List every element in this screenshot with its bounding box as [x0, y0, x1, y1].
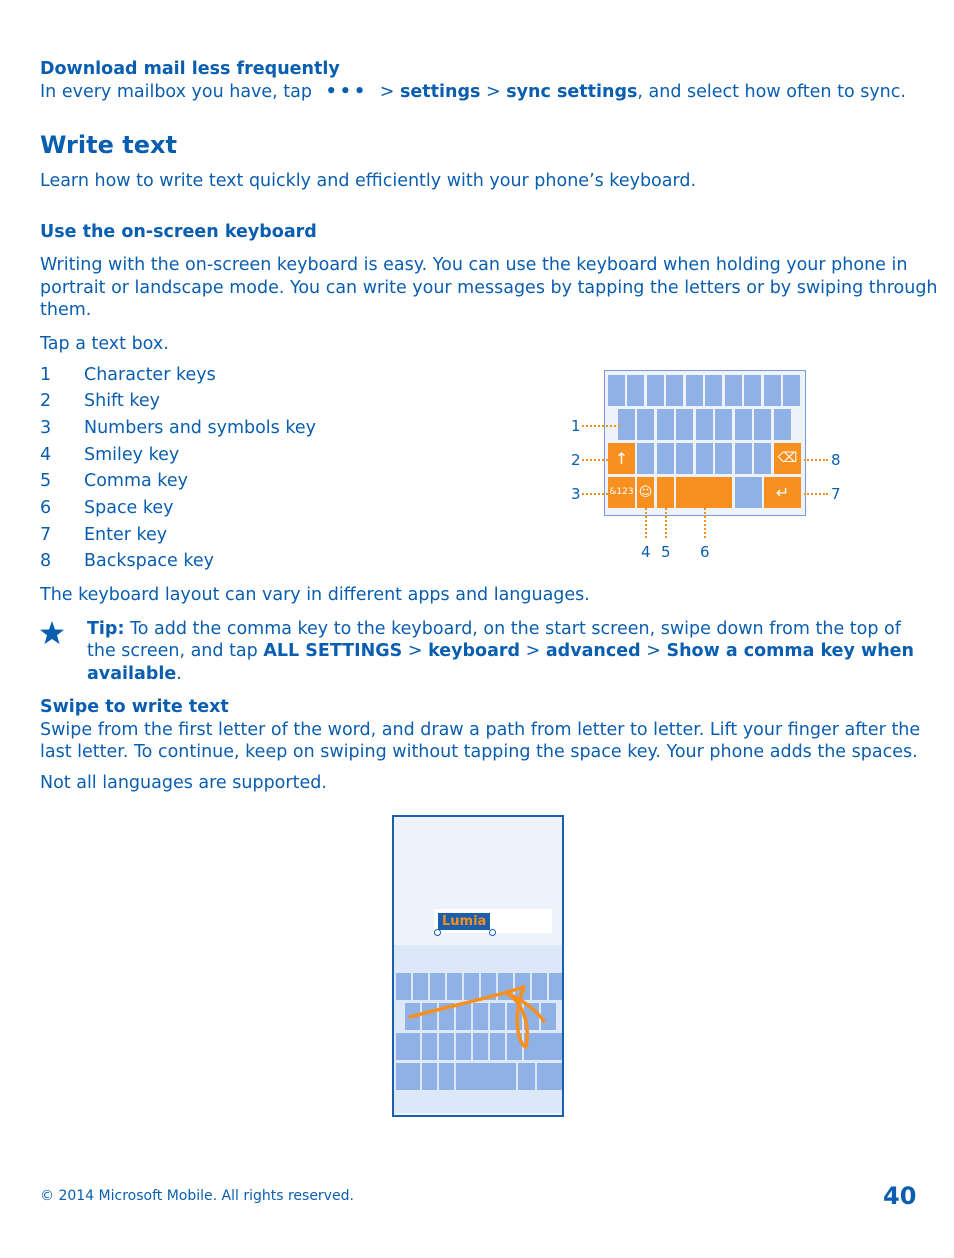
character-key — [637, 409, 654, 440]
item-number: 5 — [40, 471, 52, 491]
page-title: Write text — [40, 131, 177, 159]
layout-note: The keyboard layout can vary in different apps and languages. — [40, 585, 590, 605]
character-key — [735, 443, 752, 474]
callout-line — [704, 508, 706, 538]
sync-settings-link: sync settings — [506, 82, 638, 102]
character-key — [764, 375, 781, 406]
separator: > — [379, 82, 395, 102]
callout-8: 8 — [831, 451, 841, 469]
list-item — [40, 444, 360, 468]
character-key — [686, 375, 703, 406]
character-key — [715, 443, 732, 474]
item-label: Shift key — [84, 391, 160, 411]
callout-7: 7 — [831, 485, 841, 503]
enter-key: ↵ — [764, 477, 801, 508]
character-key — [754, 409, 771, 440]
item-label: Backspace key — [84, 551, 215, 571]
character-key — [647, 375, 664, 406]
character-key — [696, 409, 713, 440]
character-key — [735, 477, 762, 508]
character-key — [657, 409, 674, 440]
character-key — [676, 409, 693, 440]
onscreen-keyboard-heading: Use the on-screen keyboard — [40, 222, 317, 242]
advanced-link: advanced — [545, 641, 641, 661]
callout-line — [582, 425, 620, 427]
selected-word: Lumia — [438, 913, 490, 930]
tip-line — [87, 618, 901, 641]
item-number: 1 — [40, 365, 52, 385]
item-number: 7 — [40, 525, 52, 545]
item-label: Space key — [84, 498, 174, 518]
list-item — [40, 470, 360, 494]
list-item — [40, 497, 360, 521]
tip-text: . — [176, 664, 182, 684]
separator: > — [646, 641, 661, 661]
keyboard-diagram — [604, 370, 806, 516]
star-icon — [39, 620, 65, 645]
show-comma-key-link: available — [87, 664, 177, 684]
item-label: Numbers and symbols key — [84, 418, 316, 438]
settings-link: settings — [399, 82, 481, 102]
intro-text: Learn how to write text quickly and efficiently with your phone’s keyboard. — [40, 171, 697, 191]
swipe-heading: Swipe to write text — [40, 697, 229, 717]
character-key — [774, 409, 791, 440]
character-key — [676, 443, 693, 474]
character-key — [637, 443, 654, 474]
onscreen-para-line: them. — [40, 300, 92, 320]
tip-label: Tip: — [87, 619, 125, 639]
smiley-key: ☺ — [637, 477, 654, 508]
callout-4: 4 — [641, 543, 651, 561]
instruction-text-after: , and select how often to sync. — [637, 82, 906, 102]
download-mail-instruction — [40, 81, 906, 104]
character-key — [744, 375, 761, 406]
show-comma-key-link: Show a comma key when — [666, 641, 914, 661]
numbers-symbols-key: &123 — [608, 477, 635, 508]
item-number: 3 — [40, 418, 52, 438]
item-label: Character keys — [84, 365, 216, 385]
phone-illustration — [392, 815, 564, 1117]
callout-5: 5 — [661, 543, 671, 561]
tap-text-box: Tap a text box. — [40, 334, 169, 354]
instruction-text-before: In every mailbox you have, tap — [40, 82, 312, 102]
character-key — [657, 443, 674, 474]
key-list — [40, 364, 360, 579]
callout-line — [804, 459, 828, 461]
callout-line — [665, 508, 667, 538]
download-mail-heading: Download mail less frequently — [40, 59, 340, 79]
keyboard-link: keyboard — [428, 641, 521, 661]
copyright: © 2014 Microsoft Mobile. All rights reserved. — [40, 1188, 354, 1204]
tip-line — [87, 640, 914, 663]
list-item — [40, 364, 360, 388]
character-key — [618, 409, 635, 440]
item-label: Smiley key — [84, 445, 180, 465]
phone-keyboard — [394, 945, 562, 1113]
swipe-path — [394, 945, 562, 1113]
character-key — [705, 375, 722, 406]
tip-line — [87, 663, 182, 686]
callout-line — [582, 493, 608, 495]
item-label: Comma key — [84, 471, 188, 491]
tip-text: the screen, and tap — [87, 641, 258, 661]
separator: > — [525, 641, 541, 661]
list-item — [40, 390, 360, 414]
swipe-para-line: last letter. To continue, keep on swiping without tapping the space key. Your phone adds the spaces. — [40, 742, 918, 762]
languages-note: Not all languages are supported. — [40, 773, 327, 793]
character-key — [715, 409, 732, 440]
separator: > — [407, 641, 423, 661]
character-key — [627, 375, 644, 406]
callout-3: 3 — [571, 485, 581, 503]
all-settings-link: ALL SETTINGS — [263, 641, 403, 661]
character-key — [783, 375, 800, 406]
page-number: 40 — [883, 1182, 917, 1210]
item-number: 2 — [40, 391, 52, 411]
callout-line — [582, 459, 608, 461]
tip-text: To add the comma key to the keyboard, on the start screen, swipe down from the top of — [130, 619, 901, 639]
onscreen-para-line: portrait or landscape mode. You can write your messages by tapping the letters or by swiping through — [40, 278, 938, 298]
item-number: 4 — [40, 445, 52, 465]
character-key — [735, 409, 752, 440]
callout-line — [804, 493, 828, 495]
callout-line — [645, 508, 647, 538]
list-item — [40, 524, 360, 548]
item-number: 8 — [40, 551, 52, 571]
character-key — [608, 375, 625, 406]
list-item — [40, 550, 360, 574]
comma-key — [657, 477, 674, 508]
onscreen-para-line: Writing with the on-screen keyboard is easy. You can use the keyboard when holding your phone in — [40, 255, 908, 275]
backspace-key: ⌫ — [774, 443, 801, 474]
selection-handle — [434, 929, 441, 936]
shift-key: ↑ — [608, 443, 635, 474]
item-number: 6 — [40, 498, 52, 518]
character-key — [725, 375, 742, 406]
character-key — [696, 443, 713, 474]
callout-6: 6 — [700, 543, 710, 561]
swipe-para-line: Swipe from the first letter of the word, and draw a path from letter to letter. Lift your finger after the — [40, 720, 921, 740]
item-label: Enter key — [84, 525, 168, 545]
more-icon: ••• — [325, 82, 369, 102]
space-key — [676, 477, 732, 508]
character-key — [666, 375, 683, 406]
callout-2: 2 — [571, 451, 581, 469]
selection-handle — [489, 929, 496, 936]
list-item — [40, 417, 360, 441]
separator: > — [485, 82, 501, 102]
character-key — [754, 443, 771, 474]
callout-1: 1 — [571, 417, 581, 435]
